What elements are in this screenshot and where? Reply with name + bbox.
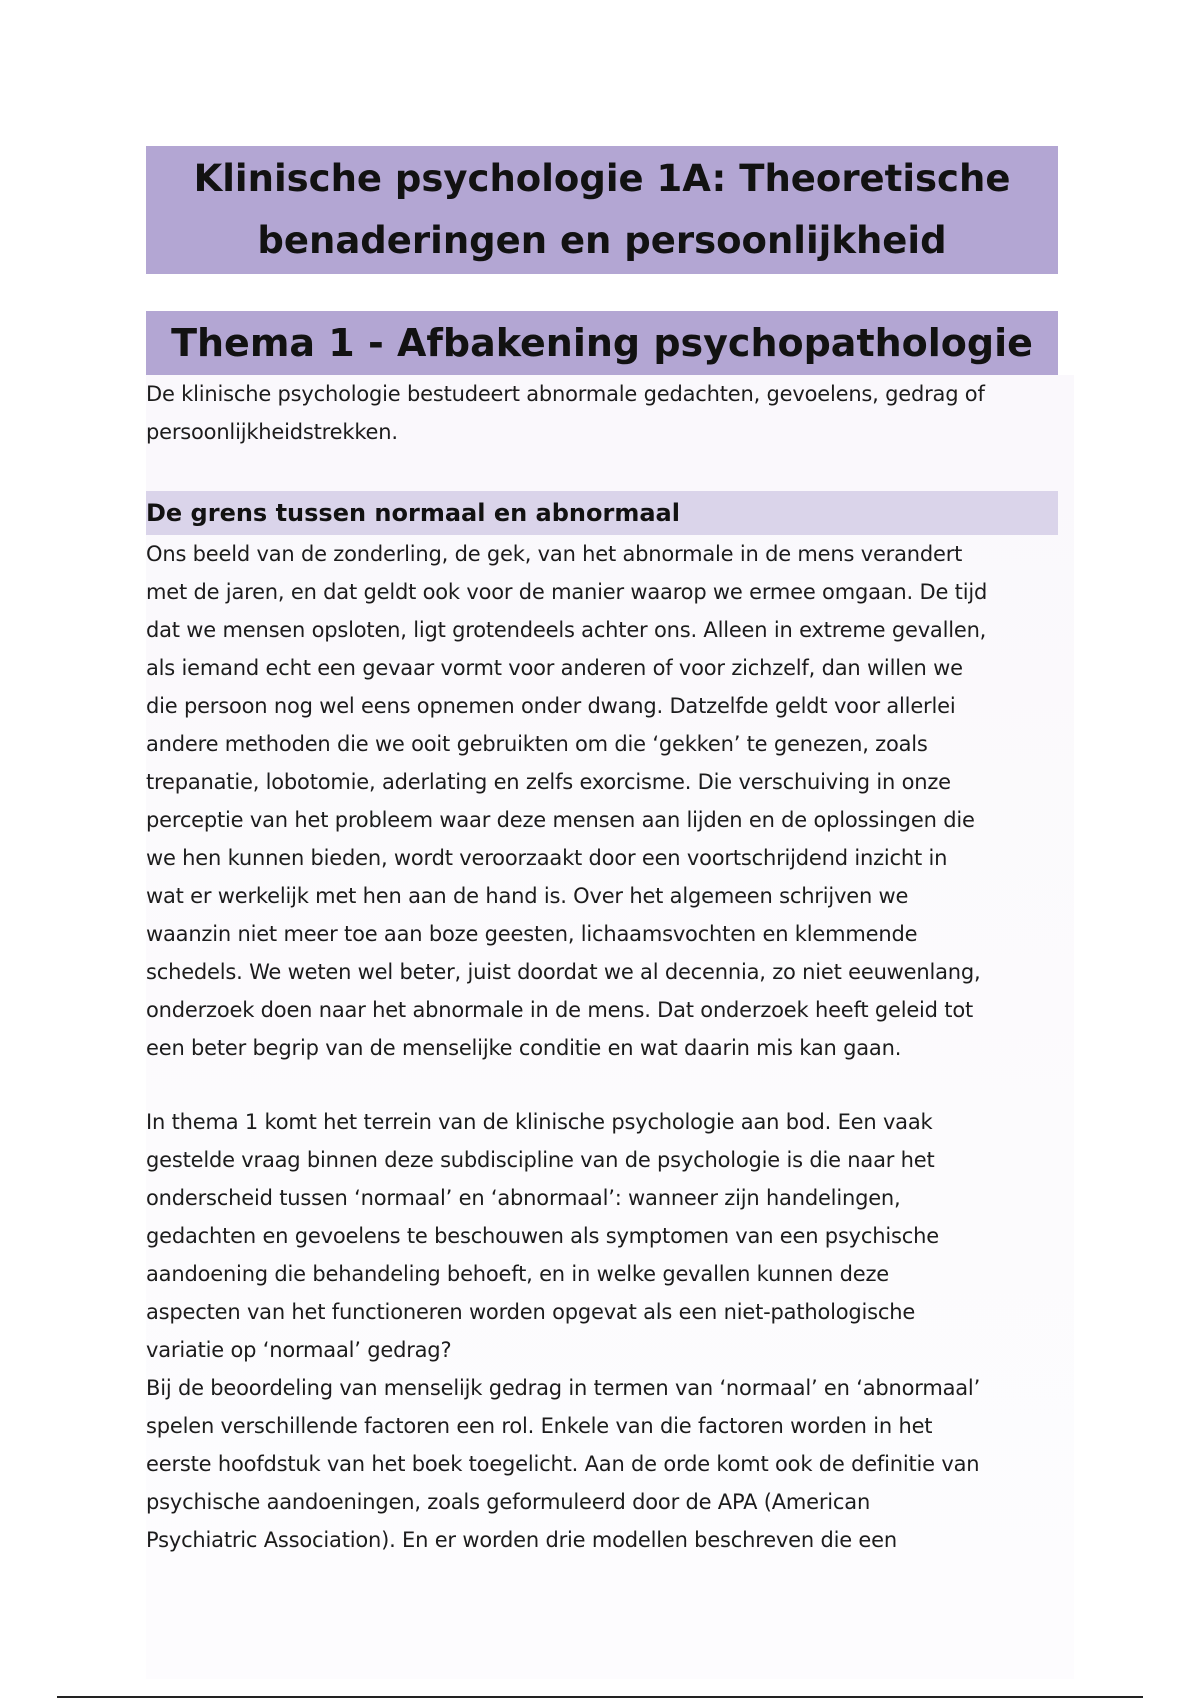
title-line: benaderingen en persoonlijkheid	[257, 219, 947, 262]
text-line: gestelde vraag binnen deze subdiscipline van de psychologie is die naar het	[146, 1148, 935, 1172]
document-body	[146, 375, 1074, 1679]
text-line: psychische aandoeningen, zoals geformuleerd door de APA (American	[146, 1490, 871, 1514]
text-line: schedels. We weten wel beter, juist doordat we al decennia, zo niet eeuwenlang,	[146, 960, 981, 984]
text-line: persoonlijkheidstrekken.	[146, 420, 398, 444]
text-line: een beter begrip van de menselijke conditie en wat daarin mis kan gaan.	[146, 1036, 902, 1060]
text-line: als iemand echt een gevaar vormt voor anderen of voor zichzelf, dan willen we	[146, 656, 963, 680]
text-line: trepanatie, lobotomie, aderlating en zelfs exorcisme. Die verschuiving in onze	[146, 770, 951, 794]
text-line: aandoening die behandeling behoeft, en in welke gevallen kunnen deze	[146, 1262, 889, 1286]
title-line: Klinische psychologie 1A: Theoretische	[193, 157, 1011, 200]
text-line: In thema 1 komt het terrein van de klinische psychologie aan bod. Een vaak	[146, 1110, 933, 1134]
paragraph-1	[146, 535, 1074, 1067]
section-heading: De grens tussen normaal en abnormaal	[146, 499, 680, 527]
text-line: eerste hoofdstuk van het boek toegelicht. Aan de orde komt ook de definitie van	[146, 1452, 980, 1476]
text-line: Bij de beoordeling van menselijk gedrag in termen van ‘normaal’ en ‘abnormaal’	[146, 1376, 981, 1400]
text-line: aspecten van het functioneren worden opgevat als een niet-pathologische	[146, 1300, 916, 1324]
document-title	[194, 148, 1011, 272]
paragraph-2	[146, 1103, 1074, 1559]
text-line: met de jaren, en dat geldt ook voor de manier waarop we ermee omgaan. De tijd	[146, 580, 988, 604]
text-line: die persoon nog wel eens opnemen onder dwang. Datzelfde geldt voor allerlei	[146, 694, 956, 718]
text-line: Ons beeld van de zonderling, de gek, van het abnormale in de mens verandert	[146, 542, 963, 566]
page-bottom-rule	[57, 1696, 1143, 1698]
text-line: De klinische psychologie bestudeert abnormale gedachten, gevoelens, gedrag of	[146, 382, 985, 406]
document-title-banner	[146, 146, 1058, 274]
intro-paragraph	[146, 375, 1074, 451]
section-heading-banner	[146, 491, 1058, 535]
text-line: perceptie van het probleem waar deze mensen aan lijden en de oplossingen die	[146, 808, 975, 832]
text-line: we hen kunnen bieden, wordt veroorzaakt door een voortschrijdend inzicht in	[146, 846, 948, 870]
text-line: dat we mensen opsloten, ligt grotendeels achter ons. Alleen in extreme gevallen,	[146, 618, 987, 642]
text-line: variatie op ‘normaal’ gedrag?	[146, 1338, 452, 1362]
text-line: waanzin niet meer toe aan boze geesten, lichaamsvochten en klemmende	[146, 922, 918, 946]
theme-heading: Thema 1 - Afbakening psychopathologie	[171, 321, 1033, 365]
text-line: onderscheid tussen ‘normaal’ en ‘abnormaal’: wanneer zijn handelingen,	[146, 1186, 901, 1210]
document-page	[146, 146, 1058, 1679]
text-line: onderzoek doen naar het abnormale in de mens. Dat onderzoek heeft geleid tot	[146, 998, 974, 1022]
text-line: spelen verschillende factoren een rol. Enkele van die factoren worden in het	[146, 1414, 933, 1438]
text-line: gedachten en gevoelens te beschouwen als symptomen van een psychische	[146, 1224, 939, 1248]
text-line: wat er werkelijk met hen aan de hand is. Over het algemeen schrijven we	[146, 884, 909, 908]
theme-heading-banner	[146, 311, 1058, 375]
text-line: andere methoden die we ooit gebruikten om die ‘gekken’ te genezen, zoals	[146, 732, 928, 756]
paragraph-spacer	[146, 1067, 1074, 1103]
text-line: Psychiatric Association). En er worden drie modellen beschreven die een	[146, 1528, 897, 1552]
